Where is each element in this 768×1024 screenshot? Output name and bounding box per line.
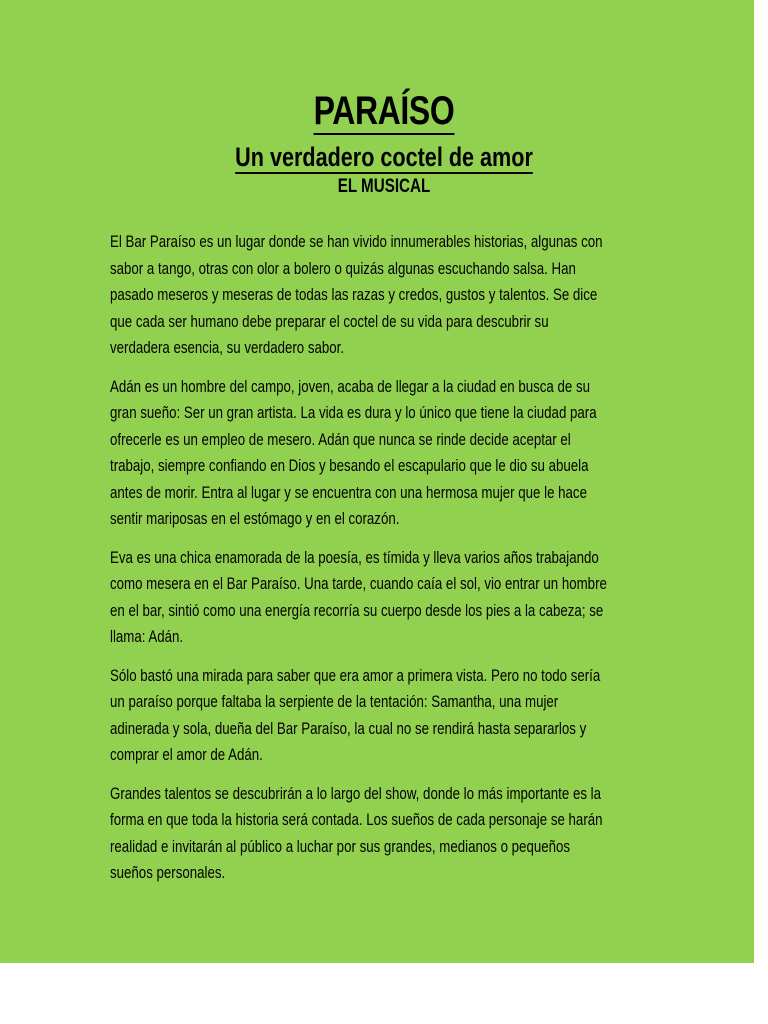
text-line: sabor a tango, otras con olor a bolero o quizás algunas escuchando salsa. Han [110,259,576,278]
text-line: Grandes talentos se descubrirán a lo largo del show, donde lo más importante es la [110,784,601,803]
text-line: que cada ser humano debe preparar el coctel de su vida para descubrir su [110,312,549,331]
text-line: El Bar Paraíso es un lugar donde se han vivido innumerables historias, algunas con [110,233,603,251]
text-line: ofrecerle es un empleo de mesero. Adán que nunca se rinde decide aceptar el [110,430,571,449]
text-line: Eva es una chica enamorada de la poesía, es tímida y lleva varios años trabajando [110,548,599,567]
document-tagline: EL MUSICAL [337,176,431,197]
text-line: Adán es un hombre del campo, joven, acaba de llegar a la ciudad en busca de su [110,377,590,396]
text-line: llama: Adán. [110,628,184,646]
text-line: realidad e invitarán al público a luchar por sus grandes, medianos o pequeños [110,837,571,856]
text-line: Sólo bastó una mirada para saber que era amor a primera vista. Pero no todo sería [110,666,601,685]
document-title: PARAÍSO [313,89,455,133]
text-line: verdadera esencia, su verdadero sabor. [110,339,345,357]
text-line: gran sueño: Ser un gran artista. La vida es dura y lo único que tiene la ciudad para [110,404,597,422]
text-line: antes de morir. Entra al lugar y se encuentra con una hermosa mujer que le hace [110,483,587,502]
text-line: adinerada y sola, dueña del Bar Paraíso, la cual no se rendirá hasta separarlos y [110,719,587,738]
text-line: un paraíso porque faltaba la serpiente de la tentación: Samantha, una mujer [110,693,559,711]
text-line: pasado meseros y meseras de todas las razas y credos, gustos y talentos. Se dice [110,286,598,304]
paragraph-3 [110,545,657,651]
text-line: sentir mariposas en el estómago y en el corazón. [110,510,400,528]
text-line: trabajo, siempre confiando en Dios y besando el escapulario que le dio su abuela [110,457,589,475]
document-subtitle: Un verdadero coctel de amor [235,142,533,172]
text-line: como mesera en el Bar Paraíso. Una tarde, cuando caía el sol, vio entrar un hombre [110,575,607,593]
text-line: sueños personales. [110,864,226,882]
paragraph-2 [110,374,657,533]
document-body [110,229,657,899]
paragraph-5 [110,781,657,887]
text-line: en el bar, sintió como una energía recorría su cuerpo desde los pies a la cabeza; se [110,601,604,620]
paragraph-1 [110,229,657,362]
text-line: comprar el amor de Adán. [110,746,263,764]
text-line: forma en que toda la historia será contada. Los sueños de cada personaje se harán [110,811,603,829]
paragraph-4 [110,663,657,769]
